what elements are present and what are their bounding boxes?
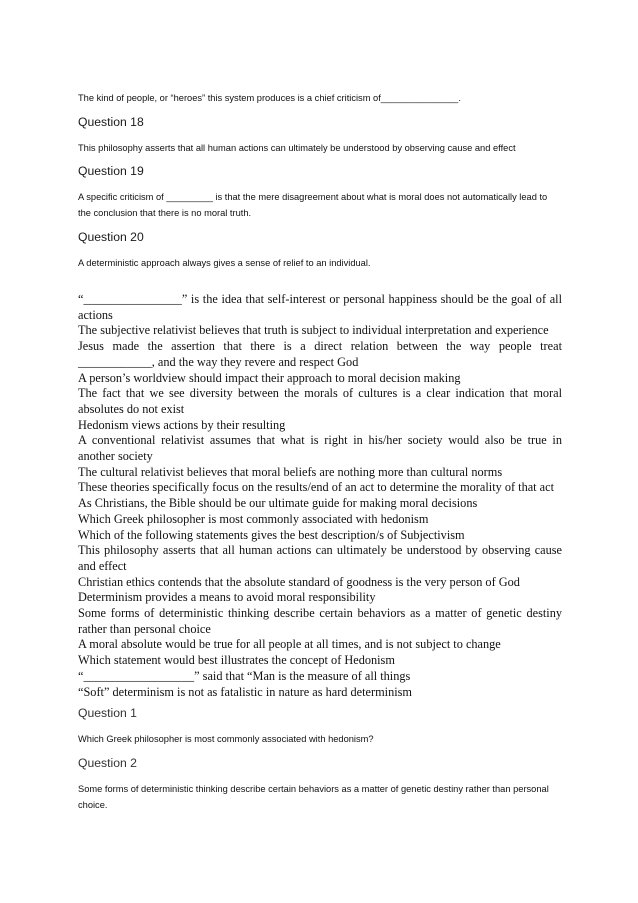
question-heading-19: Question 19 (78, 164, 144, 178)
statement-item: A moral absolute would be true for all people at all times, and is not subject to change (78, 637, 501, 652)
statement-item: Christian ethics contends that the absolute standard of goodness is the very person of God (78, 574, 520, 589)
question-heading-20: Question 20 (78, 230, 144, 244)
question-text-1: Which Greek philosopher is most commonly associated with hedonism? (78, 734, 374, 744)
statement-item: “__________________” said that “Man is the measure of all things (78, 668, 411, 683)
statement-item: The subjective relativist believes that truth is subject to individual interpretation and experience (78, 323, 549, 338)
intro-line: The kind of people, or “heroes” this system produces is a chief criticism of_______________. (78, 93, 461, 103)
statement-item: The cultural relativist believes that moral beliefs are nothing more than cultural norms (78, 464, 503, 479)
question-heading-18: Question 18 (78, 115, 144, 129)
statement-item: A person’s worldview should impact their approach to moral decision making (78, 370, 461, 385)
statement-item: A conventional relativist assumes that what is right in his/her society would also be true in another society (78, 433, 562, 464)
statement-item: As Christians, the Bible should be our ultimate guide for making moral decisions (78, 496, 478, 511)
statement-item: “Soft” determinism is not as fatalistic in nature as hard determinism (78, 684, 412, 699)
question-heading-2: Question 2 (78, 756, 137, 770)
statement-item: Determinism provides a means to avoid moral responsibility (78, 590, 376, 605)
question-text-2: Some forms of deterministic thinking describe certain behaviors as a matter of genetic destiny rather than personal choice. (78, 784, 549, 810)
statement-item: Jesus made the assertion that there is a direct relation between the way people treat ____________, and the way they revere and respect God (78, 339, 562, 369)
statement-item: Hedonism views actions by their resulting (78, 417, 286, 432)
question-text-18: This philosophy asserts that all human actions can ultimately be understood by observing cause and effect (78, 143, 516, 153)
question-heading-1: Question 1 (78, 706, 137, 720)
statement-item: Some forms of deterministic thinking describe certain behaviors as a matter of genetic destiny rather than personal choice (78, 606, 562, 636)
statement-item: This philosophy asserts that all human actions can ultimately be understood by observing cause and effect (78, 543, 562, 573)
question-text-19: A specific criticism of _________ is that the mere disagreement about what is moral does not automatically lead to the conclusion that there is no moral truth. (78, 192, 548, 218)
statement-item: Which of the following statements gives the best description/s of Subjectivism (78, 527, 465, 542)
statement-item: The fact that we see diversity between the morals of cultures is a clear indication that moral absolutes do not exist (78, 386, 562, 416)
statement-item: These theories specifically focus on the results/end of an act to determine the morality of that act (78, 480, 554, 495)
statement-item: “________________” is the idea that self-interest or personal happiness should be the goal of all actions (78, 292, 562, 322)
statement-item: Which statement would best illustrates the concept of Hedonism (78, 653, 395, 668)
question-text-20: A deterministic approach always gives a sense of relief to an individual. (78, 258, 371, 268)
statement-item: Which Greek philosopher is most commonly associated with hedonism (78, 511, 429, 526)
statement-list (78, 292, 562, 700)
